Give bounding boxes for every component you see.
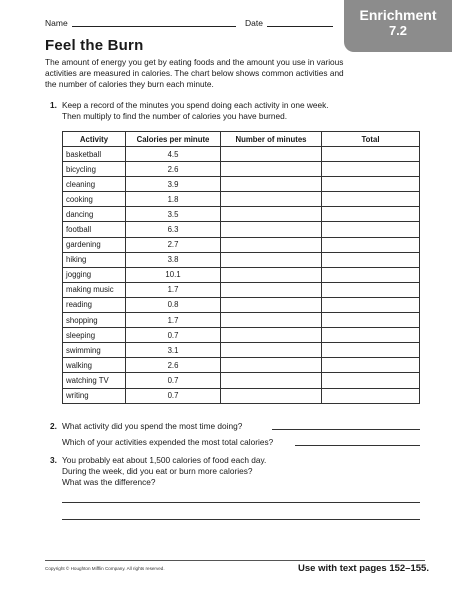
table-row — [63, 177, 420, 192]
q1-text: Keep a record of the minutes you spend doing each activity in one week. Then multiply to find the number of calories you have burned. — [62, 100, 329, 121]
calories-per-minute-cell: 6.3 — [126, 222, 221, 237]
activity-cell: reading — [63, 297, 126, 312]
table-row — [63, 328, 420, 343]
minutes-input-cell[interactable] — [221, 237, 322, 252]
calories-per-minute-cell: 1.7 — [126, 313, 221, 328]
activity-cell: dancing — [63, 207, 126, 222]
minutes-input-cell[interactable] — [221, 297, 322, 312]
minutes-input-cell[interactable] — [221, 147, 322, 162]
total-input-cell[interactable] — [322, 343, 420, 358]
table-row — [63, 162, 420, 177]
total-input-cell[interactable] — [322, 222, 420, 237]
date-line[interactable] — [267, 26, 333, 27]
activity-cell: walking — [63, 358, 126, 373]
minutes-input-cell[interactable] — [221, 343, 322, 358]
minutes-input-cell[interactable] — [221, 373, 322, 388]
copyright-text: Copyright © Houghton Mifflin Company. All rights reserved. — [45, 566, 165, 571]
q1-number: 1. — [50, 100, 57, 110]
calories-per-minute-cell: 3.8 — [126, 252, 221, 267]
activity-cell: sleeping — [63, 328, 126, 343]
activity-cell: making music — [63, 282, 126, 297]
table-row — [63, 252, 420, 267]
header-activity: Activity — [63, 132, 126, 147]
total-input-cell[interactable] — [322, 358, 420, 373]
q2-number: 2. — [50, 421, 57, 431]
calories-per-minute-cell: 10.1 — [126, 267, 221, 282]
activity-cell: bicycling — [63, 162, 126, 177]
q3-answer-line-2[interactable] — [62, 519, 420, 520]
badge-label: Enrichment — [359, 7, 437, 23]
calories-per-minute-cell: 0.7 — [126, 373, 221, 388]
minutes-input-cell[interactable] — [221, 282, 322, 297]
activity-cell: cleaning — [63, 177, 126, 192]
calories-per-minute-cell: 3.9 — [126, 177, 221, 192]
activity-cell: hiking — [63, 252, 126, 267]
table-row — [63, 373, 420, 388]
total-input-cell[interactable] — [322, 328, 420, 343]
date-label: Date — [245, 18, 263, 28]
total-input-cell[interactable] — [322, 373, 420, 388]
table-row — [63, 147, 420, 162]
minutes-input-cell[interactable] — [221, 162, 322, 177]
q3-line2: During the week, did you eat or burn more calories? — [62, 466, 253, 476]
calories-per-minute-cell: 1.8 — [126, 192, 221, 207]
page-title: Feel the Burn — [45, 37, 144, 54]
calories-per-minute-cell: 3.5 — [126, 207, 221, 222]
q2-text-b: Which of your activities expended the most total calories? — [62, 437, 274, 447]
minutes-input-cell[interactable] — [221, 192, 322, 207]
calories-per-minute-cell: 0.8 — [126, 297, 221, 312]
activity-cell: basketball — [63, 147, 126, 162]
total-input-cell[interactable] — [322, 388, 420, 403]
activity-cell: watching TV — [63, 373, 126, 388]
total-input-cell[interactable] — [322, 252, 420, 267]
activity-cell: jogging — [63, 267, 126, 282]
calories-per-minute-cell: 3.1 — [126, 343, 221, 358]
table-row — [63, 343, 420, 358]
q2-answer-line-a[interactable] — [272, 429, 420, 430]
badge-number: 7.2 — [388, 23, 408, 38]
header-number-of-minutes: Number of minutes — [221, 132, 322, 147]
calories-per-minute-cell: 1.7 — [126, 282, 221, 297]
name-label: Name — [45, 18, 68, 28]
intro-paragraph: The amount of energy you get by eating foods and the amount you use in various activities are measured in calories. The chart below shows common activities and the number of calories they burn each minute. — [45, 57, 344, 90]
q3-answer-line-1[interactable] — [62, 502, 420, 503]
minutes-input-cell[interactable] — [221, 313, 322, 328]
calories-table — [62, 131, 420, 404]
total-input-cell[interactable] — [322, 267, 420, 282]
footer-rule — [45, 560, 425, 561]
enrichment-badge — [344, 0, 452, 52]
header-calories-per-minute: Calories per minute — [126, 132, 221, 147]
q3-line3: What was the difference? — [62, 477, 156, 487]
table-row — [63, 222, 420, 237]
text-pages-reference: Use with text pages 152–155. — [298, 563, 429, 574]
activity-cell: gardening — [63, 237, 126, 252]
minutes-input-cell[interactable] — [221, 267, 322, 282]
activity-cell: football — [63, 222, 126, 237]
total-input-cell[interactable] — [322, 192, 420, 207]
minutes-input-cell[interactable] — [221, 388, 322, 403]
total-input-cell[interactable] — [322, 297, 420, 312]
minutes-input-cell[interactable] — [221, 358, 322, 373]
table-row — [63, 388, 420, 403]
table-row — [63, 267, 420, 282]
calories-per-minute-cell: 0.7 — [126, 388, 221, 403]
total-input-cell[interactable] — [322, 207, 420, 222]
minutes-input-cell[interactable] — [221, 252, 322, 267]
total-input-cell[interactable] — [322, 147, 420, 162]
activity-cell: cooking — [63, 192, 126, 207]
header-total: Total — [322, 132, 420, 147]
q3-line1: You probably eat about 1,500 calories of food each day. — [62, 455, 267, 465]
activity-cell: swimming — [63, 343, 126, 358]
total-input-cell[interactable] — [322, 237, 420, 252]
q2-text-a: What activity did you spend the most time doing? — [62, 421, 243, 431]
calories-per-minute-cell: 0.7 — [126, 328, 221, 343]
table-row — [63, 282, 420, 297]
q2-answer-line-b[interactable] — [295, 445, 420, 446]
total-input-cell[interactable] — [322, 313, 420, 328]
total-input-cell[interactable] — [322, 162, 420, 177]
name-line[interactable] — [72, 26, 236, 27]
table-row — [63, 297, 420, 312]
total-input-cell[interactable] — [322, 282, 420, 297]
table-row — [63, 192, 420, 207]
minutes-input-cell[interactable] — [221, 328, 322, 343]
minutes-input-cell[interactable] — [221, 222, 322, 237]
calories-per-minute-cell: 4.5 — [126, 147, 221, 162]
table-row — [63, 207, 420, 222]
total-input-cell[interactable] — [322, 177, 420, 192]
activity-cell: writing — [63, 388, 126, 403]
activity-cell: shopping — [63, 313, 126, 328]
minutes-input-cell[interactable] — [221, 207, 322, 222]
q3-number: 3. — [50, 455, 57, 465]
calories-per-minute-cell: 2.6 — [126, 358, 221, 373]
table-header-row — [63, 132, 420, 147]
table-row — [63, 313, 420, 328]
table-row — [63, 237, 420, 252]
minutes-input-cell[interactable] — [221, 177, 322, 192]
table-row — [63, 358, 420, 373]
calories-per-minute-cell: 2.7 — [126, 237, 221, 252]
calories-per-minute-cell: 2.6 — [126, 162, 221, 177]
